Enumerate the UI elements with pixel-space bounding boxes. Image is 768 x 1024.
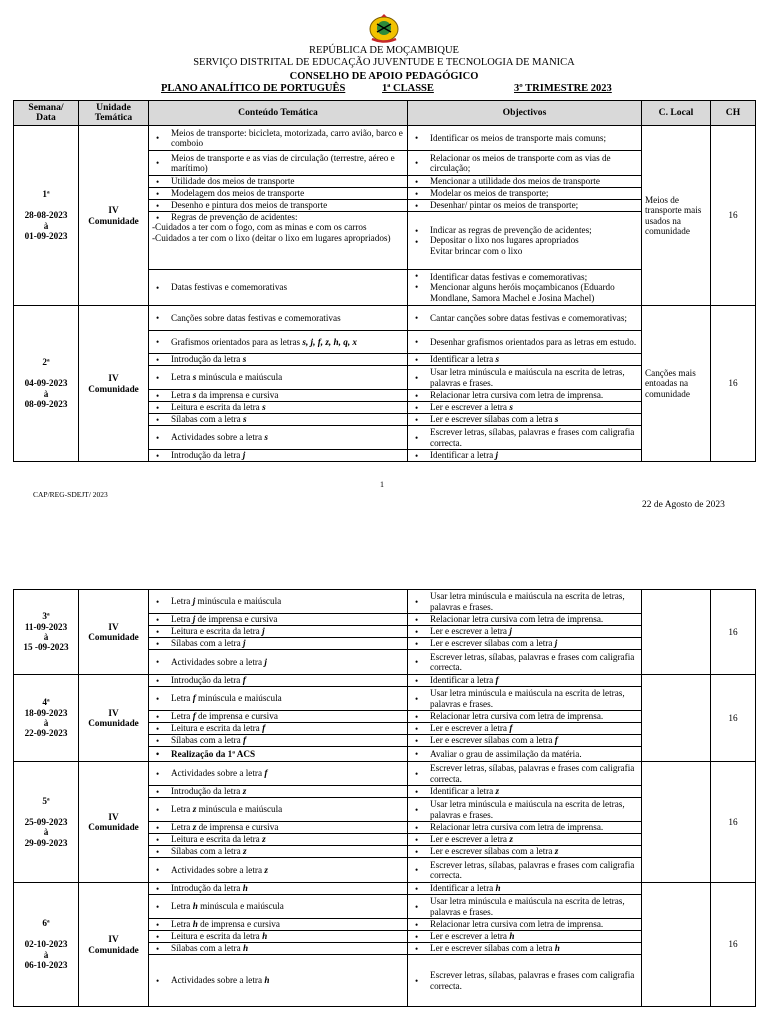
content-cell: • Letra j minúscula e maiúscula [149, 590, 408, 614]
council-title: CONSELHO DE APOIO PEDAGÓGICO [289, 71, 479, 82]
content-cell: • Utilidade dos meios de transporte [149, 176, 408, 188]
table-header-row [14, 101, 756, 126]
local-cell [642, 675, 711, 762]
local-cell [642, 762, 711, 883]
unit-cell: IV Comunidade [79, 306, 149, 462]
content-cell: • Actividades sobre a letra s [149, 426, 408, 450]
plan-table-page-1 [13, 100, 756, 462]
week-cell: 2ª 04-09-2023 à 08-09-2023 [14, 306, 79, 462]
content-cell: • Regras de prevenção de acidentes: -Cuidados a ter com o fogo, com as minas e com os carros -Cuidados a ter com o lixo (deitar o lixo em lugares apropriados) [149, 212, 408, 270]
unit-cell: IV Comunidade [79, 675, 149, 762]
objective-cell: • Ler e escrever sílabas com a letra f [408, 735, 642, 747]
objective-cell: • Desenhar grafismos orientados para as letras em estudo. [408, 331, 642, 354]
objective-cell: • Relacionar letra cursiva com letra de imprensa. [408, 390, 642, 402]
table-row [14, 675, 756, 687]
local-cell [642, 590, 711, 675]
objective-cell: • Usar letra minúscula e maiúscula na escrita de letras, palavras e frases. [408, 798, 642, 822]
district-service: SERVIÇO DISTRITAL DE EDUCAÇÃO JUVENTUDE E TECNOLOGIA DE MANICA [193, 57, 575, 68]
objective-cell: • Avaliar o grau de assimilação da matéria. [408, 747, 642, 762]
objective-cell: • • Identificar datas festivas e comemorativas; Mencionar alguns heróis moçambicanos (Eduardo Mondlane, Samora Machel e Josina Machel) [408, 270, 642, 306]
content-cell: • Letra z minúscula e maiúscula [149, 798, 408, 822]
coat-of-arms-icon [364, 13, 404, 45]
objective-cell: • Desenhar/ pintar os meios de transporte; [408, 200, 642, 212]
document-reference: CAP/REG-SDEJT/ 2023 [33, 490, 108, 499]
content-cell: • Leitura e escrita da letra h [149, 931, 408, 943]
week-cell: 5ª 25-09-2023 à 29-09-2023 [14, 762, 79, 883]
ch-cell: 16 [711, 675, 756, 762]
republic-title: REPÚBLICA DE MOÇAMBIQUE [309, 45, 459, 56]
content-cell: • Introdução da letra z [149, 786, 408, 798]
content-cell: • Actividades sobre a letra f [149, 762, 408, 786]
content-cell: • Actividades sobre a letra j [149, 650, 408, 675]
content-cell: • Letra s minúscula e maiúscula [149, 366, 408, 390]
objective-cell: • Ler e escrever a letra j [408, 626, 642, 638]
table-row [14, 590, 756, 614]
unit-cell: IV Comunidade [79, 883, 149, 1007]
content-cell: • Leitura e escrita da letra j [149, 626, 408, 638]
unit-cell: IV Comunidade [79, 126, 149, 306]
objective-cell: • Relacionar os meios de transporte com as vias de circulação; [408, 151, 642, 176]
objective-cell: • Identificar a letra s [408, 354, 642, 366]
objective-cell: • Identificar a letra j [408, 450, 642, 462]
content-cell: • Introdução da letra j [149, 450, 408, 462]
page-gap [0, 540, 768, 580]
content-cell: • Meios de transporte: bicicleta, motorizada, carro avião, barco e comboio [149, 126, 408, 151]
content-cell: • Letra f minúscula e maiúscula [149, 687, 408, 711]
content-cell: • Leitura e escrita da letra s [149, 402, 408, 414]
objective-cell: • Relacionar letra cursiva com letra de imprensa. [408, 822, 642, 834]
content-cell: • Letra s da imprensa e cursiva [149, 390, 408, 402]
content-cell: • Meios de transporte e as vias de circulação (terrestre, aéreo e marítimo) [149, 151, 408, 176]
objective-cell: • Usar letra minúscula e maiúscula na escrita de letras, palavras e frases. [408, 687, 642, 711]
objective-cell: • Relacionar letra cursiva com letra de imprensa. [408, 711, 642, 723]
week-cell: 1ª 28-08-2023 à 01-09-2023 [14, 126, 79, 306]
content-cell: • Sílabas com a letra h [149, 943, 408, 955]
content-cell: • Letra h de imprensa e cursiva [149, 919, 408, 931]
objective-cell: • Identificar a letra z [408, 786, 642, 798]
objective-cell: • Identificar a letra h [408, 883, 642, 895]
content-cell: • Realização da 1ª ACS [149, 747, 408, 762]
content-cell: • Actividades sobre a letra z [149, 858, 408, 883]
local-cell: Meios de transporte mais usados na comunidade [642, 126, 711, 306]
content-cell: • Letra h minúscula e maiúscula [149, 895, 408, 919]
content-cell: • Datas festivas e comemorativas [149, 270, 408, 306]
ch-cell: 16 [711, 762, 756, 883]
content-cell: • Sílabas com a letra j [149, 638, 408, 650]
objective-cell: • Usar letra minúscula e maiúscula na escrita de letras, palavras e frases. [408, 895, 642, 919]
content-cell: • Desenho e pintura dos meios de transporte [149, 200, 408, 212]
objective-cell: • Relacionar letra cursiva com letra de imprensa. [408, 919, 642, 931]
local-cell: Canções mais entoadas na comunidade [642, 306, 711, 462]
objective-cell: • Modelar os meios de transporte; [408, 188, 642, 200]
content-cell: • Leitura e escrita da letra z [149, 834, 408, 846]
class-title: 1ª CLASSE [382, 83, 434, 94]
objective-cell: • Ler e escrever sílabas com a letra s [408, 414, 642, 426]
ch-column-header: CH [711, 101, 756, 126]
objective-cell: • Identificar os meios de transporte mais comuns; [408, 126, 642, 151]
local-cell [642, 883, 711, 1007]
objective-cell: • Cantar canções sobre datas festivas e comemorativas; [408, 306, 642, 331]
content-cell: • Sílabas com a letra s [149, 414, 408, 426]
content-cell: • Sílabas com a letra f [149, 735, 408, 747]
content-cell: • Modelagem dos meios de transporte [149, 188, 408, 200]
objective-cell: • Mencionar a utilidade dos meios de transporte [408, 176, 642, 188]
content-cell: • Introdução da letra f [149, 675, 408, 687]
document-date: 22 de Agosto de 2023 [642, 500, 725, 510]
table-row [14, 306, 756, 331]
objective-cell: • Ler e escrever sílabas com a letra j [408, 638, 642, 650]
content-cell: • Letra f de imprensa e cursiva [149, 711, 408, 723]
document-page-2 [0, 580, 768, 1024]
table-row [14, 883, 756, 895]
ch-cell: 16 [711, 883, 756, 1007]
objectives-column-header: Objectivos [408, 101, 642, 126]
objective-cell: • Ler e escrever a letra f [408, 723, 642, 735]
objective-cell: • Ler e escrever sílabas com a letra z [408, 846, 642, 858]
objective-cell: • Identificar a letra f [408, 675, 642, 687]
unit-cell: IV Comunidade [79, 762, 149, 883]
content-cell: • Leitura e escrita da letra f [149, 723, 408, 735]
content-cell: • Canções sobre datas festivas e comemorativas [149, 306, 408, 331]
unit-column-header: Unidade Temática [79, 101, 149, 126]
page-number: 1 [380, 480, 384, 489]
objective-cell: • Relacionar letra cursiva com letra de imprensa. [408, 614, 642, 626]
content-cell: • Introdução da letra h [149, 883, 408, 895]
objective-cell: • Usar letra minúscula e maiúscula na escrita de letras, palavras e frases. [408, 366, 642, 390]
unit-cell: IV Comunidade [79, 590, 149, 675]
objective-cell: • Ler e escrever a letra z [408, 834, 642, 846]
objective-cell: • Escrever letras, sílabas, palavras e frases com caligrafia correcta. [408, 426, 642, 450]
content-column-header: Conteúdo Temática [149, 101, 408, 126]
content-cell: • Actividades sobre a letra h [149, 955, 408, 1007]
objective-cell: • Escrever letras, sílabas, palavras e frases com caligrafia correcta. [408, 955, 642, 1007]
objective-cell: • Escrever letras, sílabas, palavras e frases com caligrafia correcta. [408, 650, 642, 675]
local-column-header: C. Local [642, 101, 711, 126]
content-cell: • Grafismos orientados para as letras s, j, f, z, h, q, x [149, 331, 408, 354]
plan-title: PLANO ANALÍTICO DE PORTUGUÊS [161, 83, 346, 94]
objective-cell: • Ler e escrever sílabas com a letra h [408, 943, 642, 955]
week-cell: 4ª 18-09-2023 à 22-09-2023 [14, 675, 79, 762]
ch-cell: 16 [711, 590, 756, 675]
content-cell: • Introdução da letra s [149, 354, 408, 366]
content-cell: • Letra z de imprensa e cursiva [149, 822, 408, 834]
table-row [14, 126, 756, 151]
plan-table-page-2 [13, 589, 756, 1007]
objective-cell: • • Indicar as regras de prevenção de acidentes; Depositar o lixo nos lugares apropriados Evitar brincar com o lixo [408, 212, 642, 270]
week-column-header: Semana/ Data [14, 101, 79, 126]
objective-cell: • Escrever letras, sílabas, palavras e frases com caligrafia correcta. [408, 762, 642, 786]
trimester-title: 3º TRIMESTRE 2023 [514, 83, 612, 94]
objective-cell: • Ler e escrever a letra s [408, 402, 642, 414]
week-cell: 3ª 11-09-2023 à 15 -09-2023 [14, 590, 79, 675]
week-cell: 6ª 02-10-2023 à 06-10-2023 [14, 883, 79, 1007]
objective-cell: • Usar letra minúscula e maiúscula na escrita de letras, palavras e frases. [408, 590, 642, 614]
content-cell: • Letra j de imprensa e cursiva [149, 614, 408, 626]
content-cell: • Sílabas com a letra z [149, 846, 408, 858]
ch-cell: 16 [711, 306, 756, 462]
objective-cell: • Ler e escrever a letra h [408, 931, 642, 943]
objective-cell: • Escrever letras, sílabas, palavras e frases com caligrafia correcta. [408, 858, 642, 883]
ch-cell: 16 [711, 126, 756, 306]
table-row [14, 762, 756, 786]
